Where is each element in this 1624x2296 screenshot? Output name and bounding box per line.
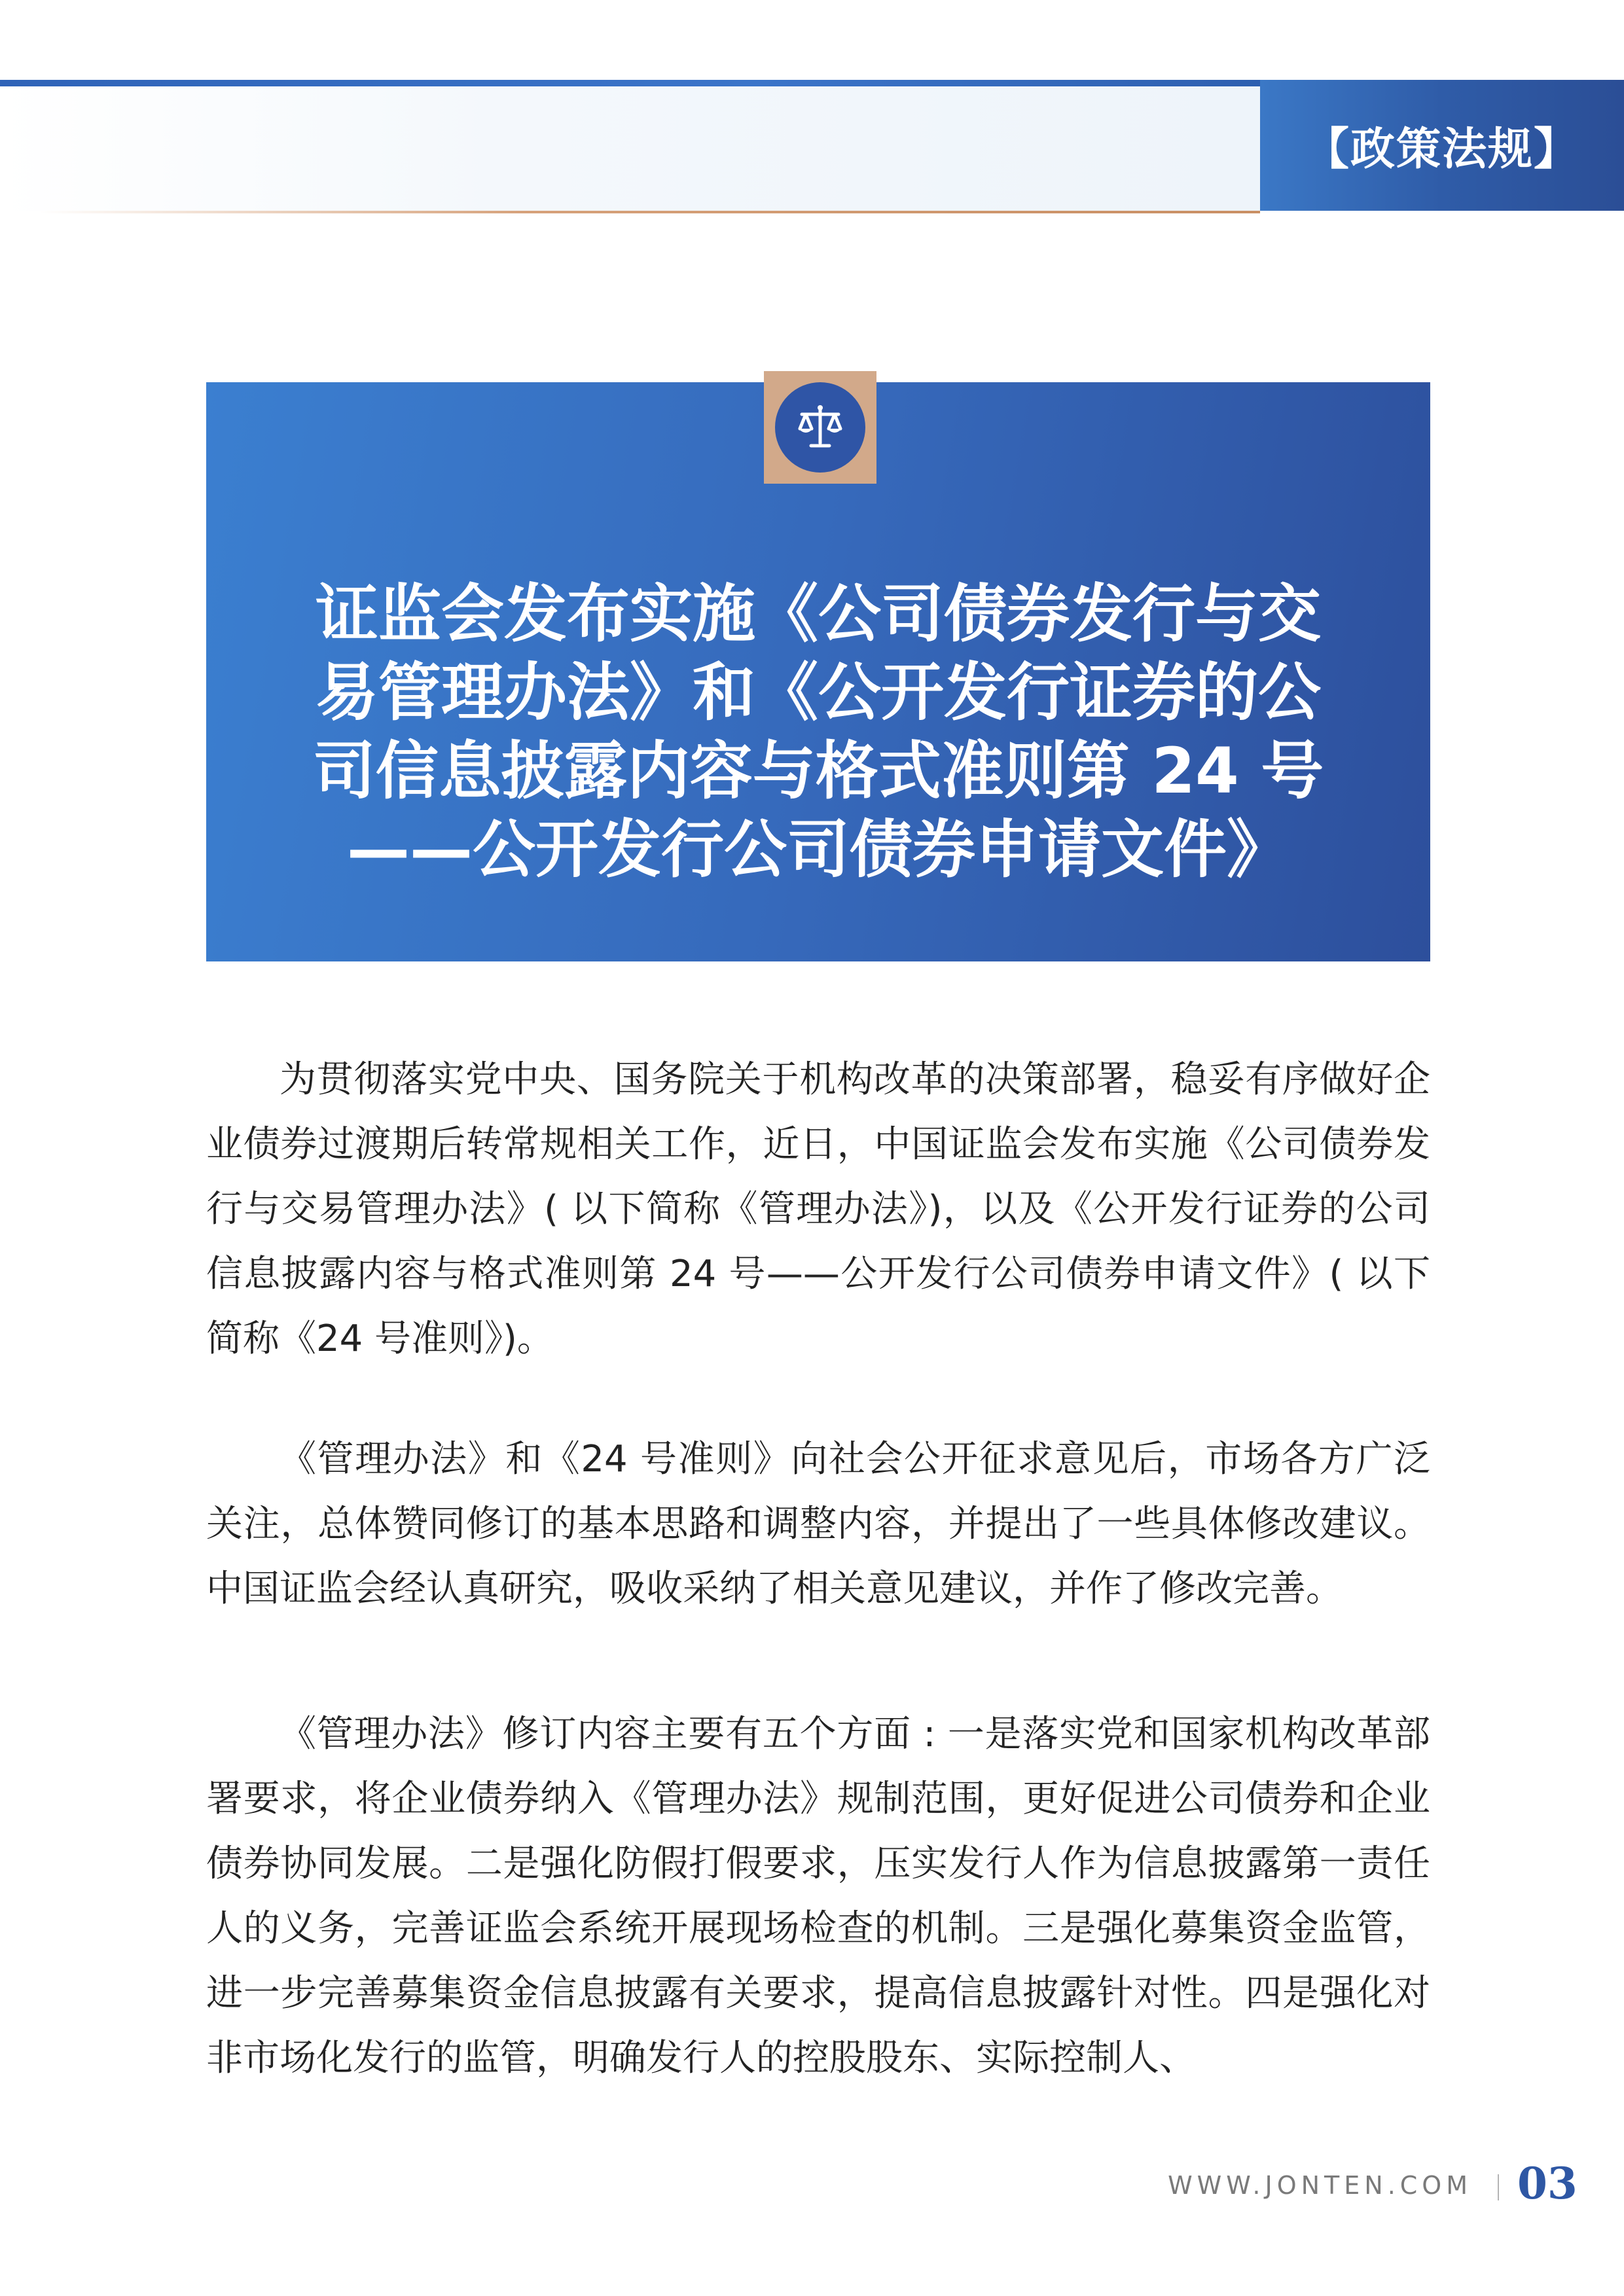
title-badge [764, 371, 876, 484]
title-line: 易管理办法》和《公开发行证券的公 [316, 656, 1321, 729]
footer-website: WWW.JONTEN.COM [1168, 2171, 1472, 2200]
scales-of-justice-icon [775, 382, 865, 473]
title-line: 证监会发布实施《公司债券发行与交 [316, 577, 1321, 651]
page-number: 03 [1517, 2158, 1578, 2209]
section-label: 【政策法规】 [1304, 122, 1579, 175]
title-line: 司信息披露内容与格式准则第 24 号 [312, 734, 1324, 808]
footer-divider [1498, 2174, 1499, 2200]
header-band [0, 86, 1260, 211]
body-paragraph: 为贯彻落实党中央、国务院关于机构改革的决策部署，稳妥有序做好企业债券过渡期后转常规相关工作，近日，中国证监会发布实施《公司债券发行与交易管理办法》( 以下简称《管理办法》)，以及《公开发行证券的公司信息披露内容与格式准则第 24 号——公开发行公司债券申请文件》( 以下简称《24 号准则》)。 [206, 1058, 1430, 1360]
body-paragraph: 《管理办法》修订内容主要有五个方面 : 一是落实党和国家机构改革部署要求，将企业债券纳入《管理办法》规制范围，更好促进公司债券和企业债券协同发展。二是强化防假打假要求，压实发行人作为信息披露第一责任人的义务，完善证监会系统开展现场检查的机制。三是强化募集资金监管，进一步完善募集资金信息披露有关要求，提高信息披露针对性。四是强化对非市场化发行的监管，明确发行人的控股股东、实际控制人、 [206, 1713, 1430, 2079]
header-top-line [0, 80, 1260, 86]
section-tab [1260, 80, 1624, 211]
article-title [232, 575, 1404, 889]
body-paragraph: 《管理办法》和《24 号准则》向社会公开征求意见后，市场各方广泛关注，总体赞同修订的基本思路和调整内容，并提出了一些具体修改建议。中国证监会经认真研究，吸收采纳了相关意见建议，并作了修改完善。 [206, 1438, 1430, 1610]
header-divider [39, 211, 1260, 213]
title-line: ——公开发行公司债券申请文件》 [347, 813, 1290, 886]
